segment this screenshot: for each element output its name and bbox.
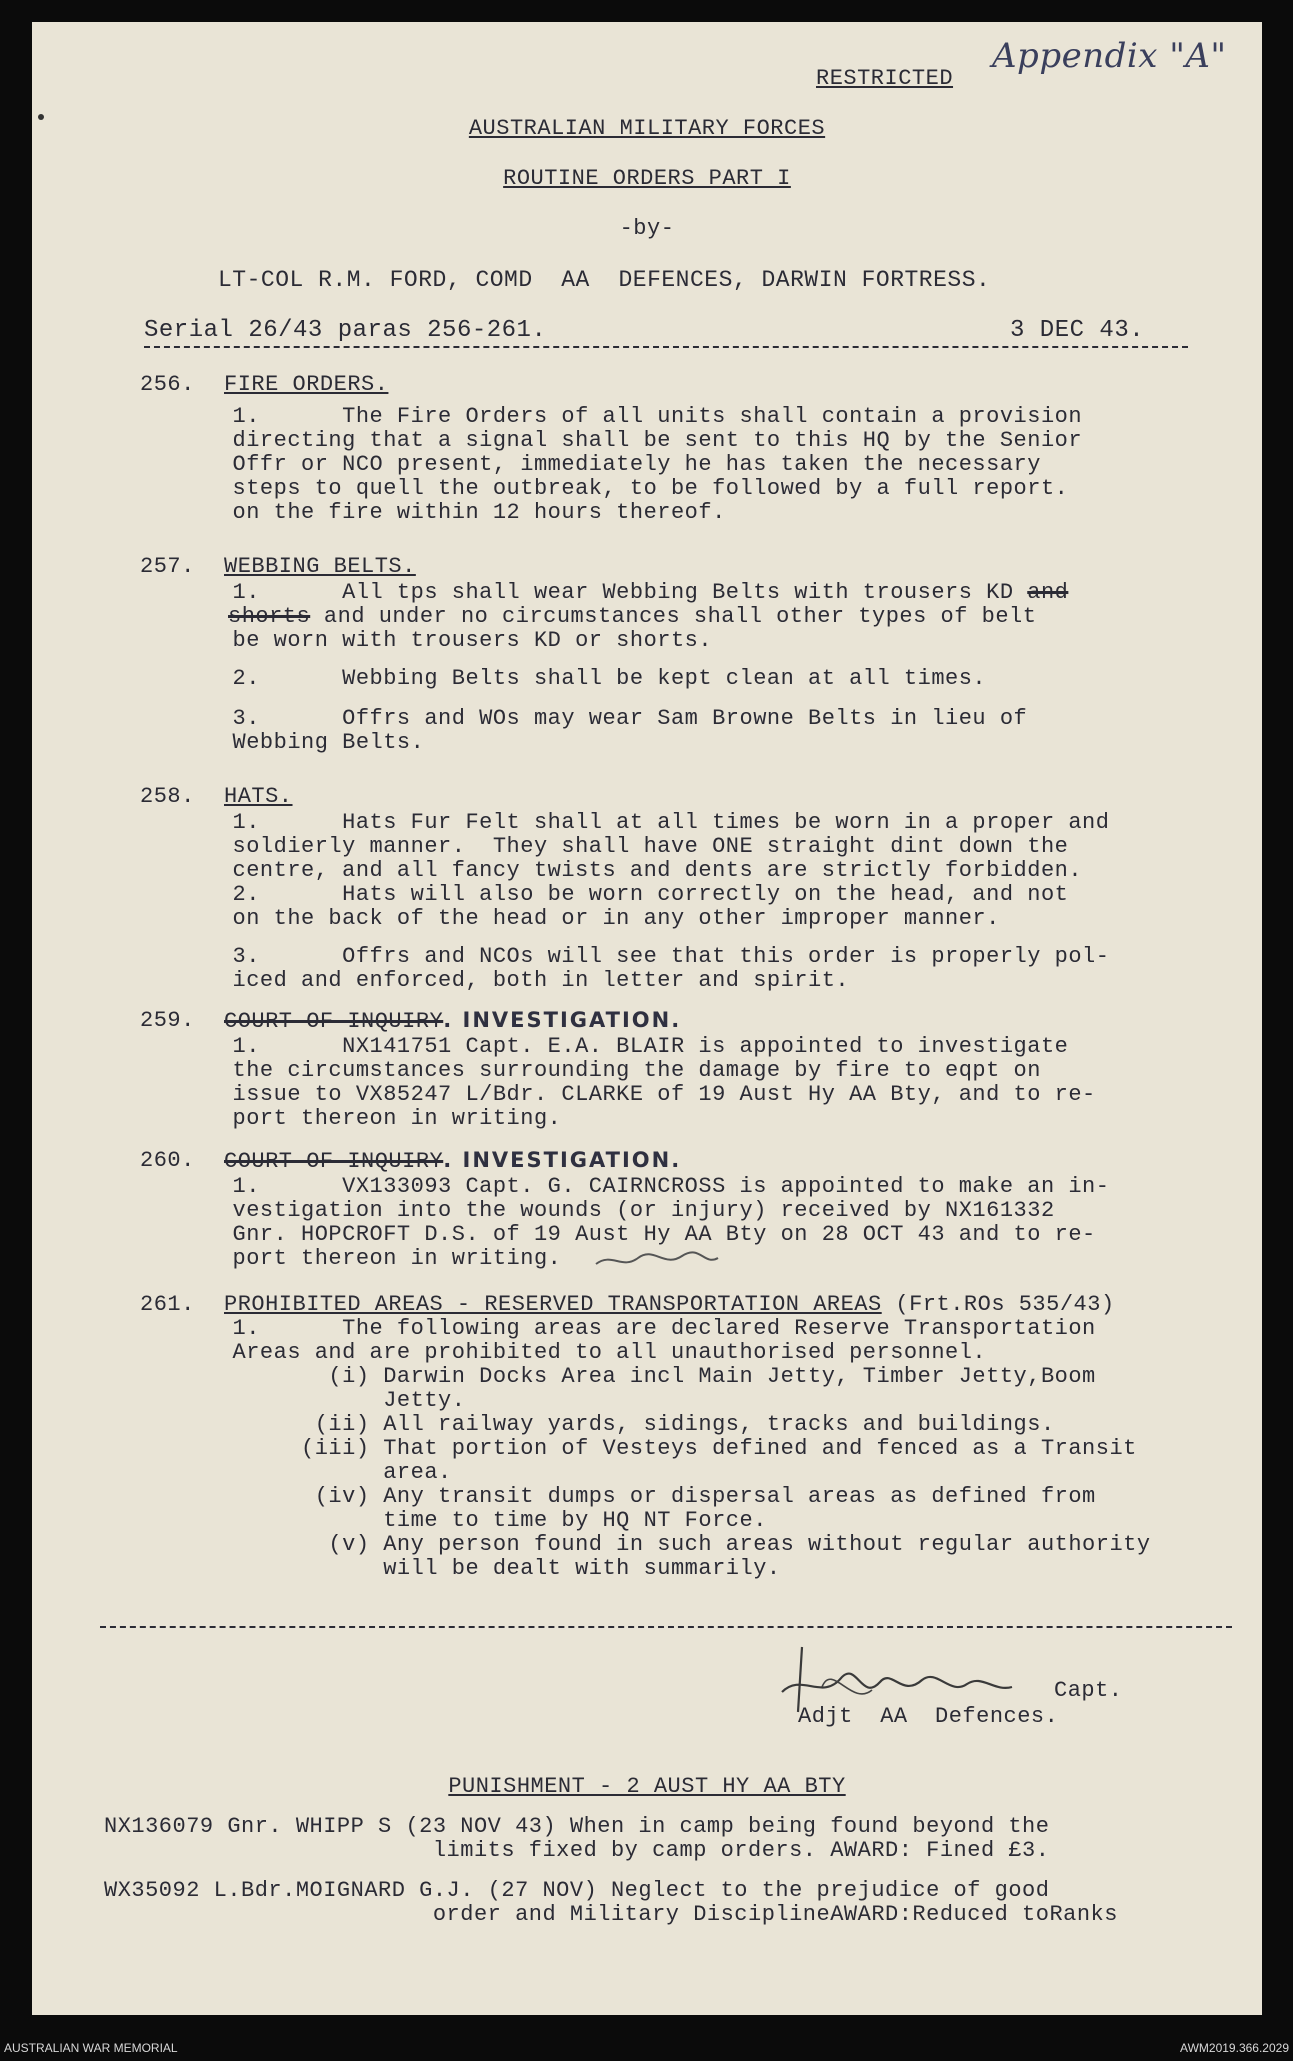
para-256-line: on the fire within 12 hours thereof. bbox=[164, 500, 726, 525]
restricted-stamp: RESTRICTED bbox=[816, 66, 954, 91]
para-257-line: be worn with trousers KD or shorts. bbox=[164, 628, 713, 653]
para-259-line: issue to VX85247 L/Bdr. CLARKE of 19 Aust Hy AA Bty, and to re- bbox=[164, 1082, 1096, 1107]
para-261-heading: PROHIBITED AREAS - RESERVED TRANSPORTATION AREAS bbox=[224, 1292, 882, 1317]
para-260-line: port thereon in writing. bbox=[164, 1246, 562, 1271]
header-rule bbox=[144, 346, 1188, 348]
signatory-office: Adjt AA Defences. bbox=[798, 1704, 1059, 1729]
para-260-line: Gnr. HOPCROFT D.S. of 19 Aust Hy AA Bty on 28 OCT 43 and to re- bbox=[164, 1222, 1096, 1247]
para-261-line: Jetty. bbox=[164, 1388, 466, 1413]
ink-scribble bbox=[592, 1246, 722, 1272]
para-260-handwritten-heading: . INVESTIGATION. bbox=[443, 1148, 682, 1172]
para-261-line: (v) Any person found in such areas without regular authority bbox=[164, 1532, 1151, 1557]
para-261-line: area. bbox=[164, 1460, 452, 1485]
by-line: -by- bbox=[619, 216, 675, 241]
section-rule bbox=[100, 1626, 1232, 1628]
para-256-line: directing that a signal shall be sent to this HQ by the Senior bbox=[164, 428, 1083, 453]
para-259-line: port thereon in writing. bbox=[164, 1106, 562, 1131]
para-259-number: 259. bbox=[140, 1008, 195, 1033]
para-259-line: the circumstances surrounding the damage by fire to eqpt on bbox=[164, 1058, 1041, 1083]
para-261-line: (ii) All railway yards, sidings, tracks and buildings. bbox=[164, 1412, 1055, 1437]
para-257-struck-word: and bbox=[1027, 580, 1069, 605]
para-258-line: soldierly manner. They shall have ONE straight dint down the bbox=[164, 834, 1069, 859]
para-258-heading: HATS. bbox=[224, 784, 293, 809]
para-259-handwritten-heading: . INVESTIGATION. bbox=[443, 1008, 682, 1032]
para-257-struck-word: shorts bbox=[228, 604, 311, 629]
punishment-entry-line: order and Military DisciplineAWARD:Reduced toRanks bbox=[104, 1902, 1118, 1927]
para-258-line: centre, and all fancy twists and dents are strictly forbidden. bbox=[164, 858, 1083, 883]
para-257-line: 3. Offrs and WOs may wear Sam Browne Belts in lieu of bbox=[164, 706, 1028, 731]
para-260-number: 260. bbox=[140, 1148, 195, 1173]
signatory-rank: Capt. bbox=[1054, 1678, 1123, 1703]
para-261-reference: (Frt.ROs 535/43) bbox=[881, 1292, 1115, 1317]
para-261-line: time to time by HQ NT Force. bbox=[164, 1508, 767, 1533]
para-261-line: 1. The following areas are declared Reserve Transportation bbox=[164, 1316, 1096, 1341]
archive-reference: AWM2019.366.2029 bbox=[1180, 2041, 1289, 2055]
punishment-entry-line: limits fixed by camp orders. AWARD: Fined £3. bbox=[104, 1838, 1050, 1863]
para-257-number: 257. bbox=[140, 554, 195, 579]
para-258-line: 2. Hats will also be worn correctly on the head, and not bbox=[164, 882, 1069, 907]
para-258-line: 3. Offrs and NCOs will see that this order is properly pol- bbox=[164, 944, 1110, 969]
serial-line: Serial 26/43 paras 256-261. bbox=[144, 317, 547, 344]
para-260-line: vestigation into the wounds (or injury) received by NX161332 bbox=[164, 1198, 1055, 1223]
para-261-line: Areas and are prohibited to all unauthorised personnel. bbox=[164, 1340, 987, 1365]
document-subtitle: ROUTINE ORDERS PART I bbox=[503, 166, 791, 191]
para-256-line: 1. The Fire Orders of all units shall contain a provision bbox=[164, 404, 1083, 429]
para-257-heading: WEBBING BELTS. bbox=[224, 554, 416, 579]
para-256-heading: FIRE ORDERS. bbox=[224, 372, 389, 397]
punishment-entry-line: NX136079 Gnr. WHIPP S (23 NOV 43) When in camp being found beyond the bbox=[104, 1814, 1050, 1839]
document-page bbox=[32, 22, 1262, 2015]
para-258-line: 1. Hats Fur Felt shall at all times be worn in a proper and bbox=[164, 810, 1110, 835]
para-258-line: iced and enforced, both in letter and spirit. bbox=[164, 968, 850, 993]
para-256-number: 256. bbox=[140, 372, 195, 397]
punishment-entry-line: WX35092 L.Bdr.MOIGNARD G.J. (27 NOV) Neglect to the prejudice of good bbox=[104, 1878, 1050, 1903]
document-title: AUSTRALIAN MILITARY FORCES bbox=[468, 116, 826, 141]
commander-line: LT-COL R.M. FORD, COMD AA DEFENCES, DARWIN FORTRESS. bbox=[218, 267, 991, 293]
para-257-line: and under no circumstances shall other types of belt bbox=[310, 604, 1037, 629]
para-261-number: 261. bbox=[140, 1292, 195, 1317]
para-261-line: (iv) Any transit dumps or dispersal areas as defined from bbox=[164, 1484, 1096, 1509]
para-257-line: 1. All tps shall wear Webbing Belts with trousers KD bbox=[164, 580, 1028, 605]
para-257-line: 2. Webbing Belts shall be kept clean at all times. bbox=[164, 666, 987, 691]
para-257-line: Webbing Belts. bbox=[164, 730, 425, 755]
para-261-line: will be dealt with summarily. bbox=[164, 1556, 781, 1581]
para-256-line: steps to quell the outbreak, to be followed by a full report. bbox=[164, 476, 1069, 501]
punishment-heading: PUNISHMENT - 2 AUST HY AA BTY bbox=[448, 1774, 846, 1799]
para-258-number: 258. bbox=[140, 784, 195, 809]
archive-credit: AUSTRALIAN WAR MEMORIAL bbox=[4, 2041, 178, 2055]
para-261-line: (iii) That portion of Vesteys defined and fenced as a Transit bbox=[164, 1436, 1137, 1461]
para-260-struck-heading: COURT OF INQUIRY bbox=[224, 1149, 444, 1174]
para-260-line: 1. VX133093 Capt. G. CAIRNCROSS is appointed to make an in- bbox=[164, 1174, 1110, 1199]
order-date: 3 DEC 43. bbox=[1010, 317, 1145, 344]
para-259-struck-heading: COURT OF INQUIRY bbox=[224, 1009, 444, 1034]
para-256-line: Offr or NCO present, immediately he has taken the necessary bbox=[164, 452, 1041, 477]
para-258-line: on the back of the head or in any other improper manner. bbox=[164, 906, 1000, 931]
para-259-line: 1. NX141751 Capt. E.A. BLAIR is appointed to investigate bbox=[164, 1034, 1069, 1059]
appendix-handwritten: Appendix "A" bbox=[992, 36, 1227, 76]
para-261-line: (i) Darwin Docks Area incl Main Jetty, Timber Jetty,Boom bbox=[164, 1364, 1096, 1389]
